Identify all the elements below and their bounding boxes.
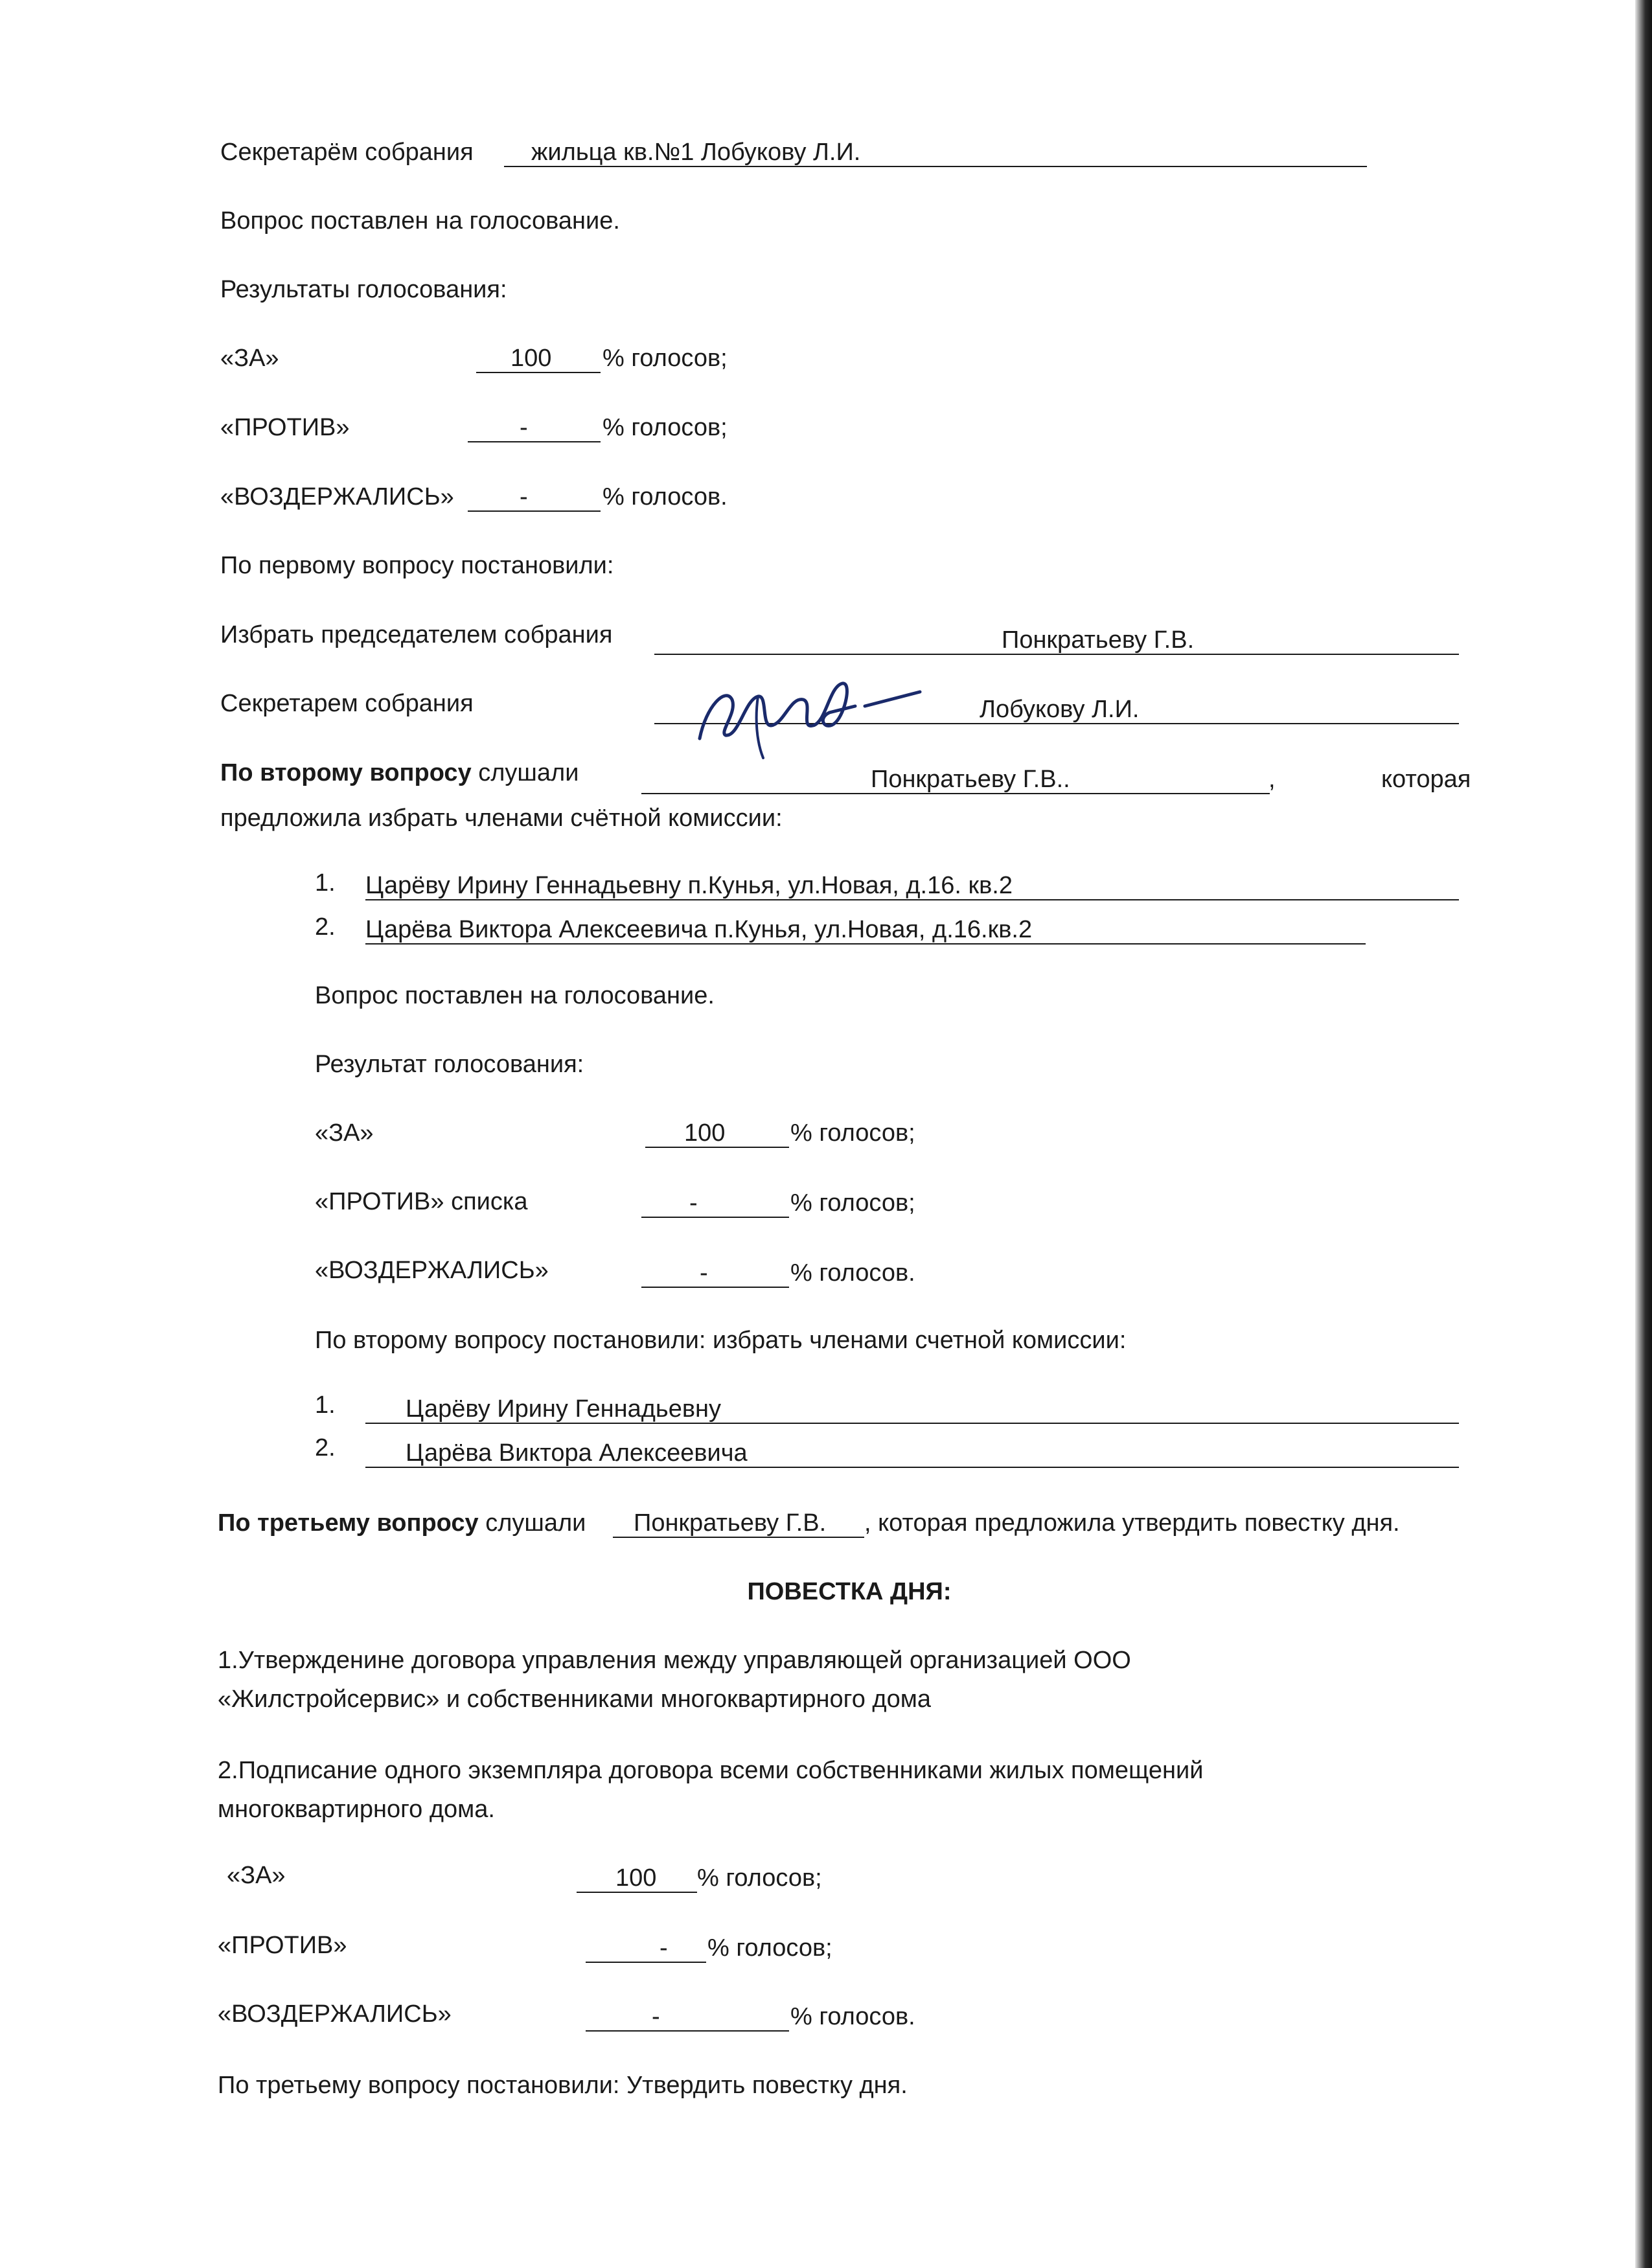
result-2-za-value: 100 <box>684 1119 726 1147</box>
result-2-za-label: «ЗА» <box>315 1119 374 1147</box>
question-2-speaker: Понкратьеву Г.В.. <box>871 766 1070 793</box>
question-3-line <box>218 1508 586 1538</box>
candidate-2-num: 2. <box>315 913 336 941</box>
result-3-vozd-blank <box>586 2002 789 2032</box>
scan-edge <box>1635 0 1652 2268</box>
vote-put-1: Вопрос поставлен на голосование. <box>220 207 620 235</box>
question-2-tail: которая <box>1381 766 1471 793</box>
result-3-vozd-suffix: % голосов. <box>790 2003 915 2030</box>
agenda-title: ПОВЕСТКА ДНЯ: <box>747 1578 952 1605</box>
result-1-za-value: 100 <box>511 345 552 372</box>
candidate-1-text: Царёву Ирину Геннадьевну п.Кунья, ул.Новая, д.16. кв.2 <box>365 872 1013 899</box>
result-2-protiv-label: «ПРОТИВ» списка <box>315 1188 528 1215</box>
result-3-protiv-suffix: % голосов; <box>707 1934 832 1962</box>
result-1-protiv-value: - <box>520 414 528 441</box>
result-2-vozd-value: - <box>700 1259 708 1287</box>
agenda-item-1-line1: 1.Утвержденине договора управления между управляющей организацией ООО <box>218 1647 1131 1674</box>
question-2-line1 <box>220 758 579 788</box>
result-2-protiv-value: - <box>689 1189 698 1217</box>
candidate-2-text: Царёва Виктора Алексеевича п.Кунья, ул.Новая, д.16.кв.2 <box>365 916 1033 943</box>
chair-label: Избрать председателем собрания <box>220 621 613 648</box>
result-1-vozd-blank <box>468 482 601 512</box>
elected-2-num: 2. <box>315 1434 336 1461</box>
result-2-protiv-suffix: % голосов; <box>790 1189 915 1217</box>
agenda-item-2-line2: многоквартирного дома. <box>218 1796 495 1823</box>
result-3-za-value: 100 <box>615 1864 657 1892</box>
question-2-comma: , <box>1268 766 1276 793</box>
agenda-item-1-line2: «Жилстройсервис» и собственниками многоквартирного дома <box>218 1686 931 1713</box>
result-3-protiv-label: «ПРОТИВ» <box>218 1932 347 1959</box>
decision-3: По третьему вопросу постановили: Утвердить повестку дня. <box>218 2072 908 2099</box>
decision-2: По второму вопросу постановили: избрать членами счетной комиссии: <box>315 1327 1127 1354</box>
chair-value: Понкратьеву Г.В. <box>1002 626 1195 654</box>
result-1-vozd-value: - <box>520 483 528 510</box>
question-3-heard: слушали <box>478 1509 586 1537</box>
result-1-protiv-label: «ПРОТИВ» <box>220 414 350 441</box>
secretary-2-label: Секретарем собрания <box>220 690 474 717</box>
question-2-line2: предложила избрать членами счётной комиссии: <box>220 805 783 832</box>
result-1-protiv-suffix: % голосов; <box>602 414 728 441</box>
result-2-protiv-blank <box>641 1188 789 1218</box>
elected-2-text: Царёва Виктора Алексеевича <box>406 1439 748 1467</box>
result-3-za-suffix: % голосов; <box>697 1864 822 1892</box>
vote-put-2: Вопрос поставлен на голосование. <box>315 982 715 1009</box>
question-3-speaker: Понкратьеву Г.В. <box>634 1509 827 1537</box>
question-3-tail: , которая предложила утвердить повестку дня. <box>864 1509 1400 1537</box>
result-1-za-label: «ЗА» <box>220 345 279 372</box>
question-2-heard: слушали <box>471 759 579 786</box>
secretary-label: Секретарём собрания <box>220 139 474 166</box>
result-3-za-label: «ЗА» <box>227 1862 286 1889</box>
results-2-heading: Результат голосования: <box>315 1051 584 1078</box>
question-2-lead: По второму вопросу <box>220 759 472 786</box>
signature <box>680 661 926 764</box>
agenda-item-2-line1: 2.Подписание одного экземпляра договора всеми собственниками жилых помещений <box>218 1757 1204 1784</box>
result-3-protiv-value: - <box>660 1934 668 1962</box>
result-2-za-suffix: % голосов; <box>790 1119 915 1147</box>
elected-1-text: Царёву Ирину Геннадьевну <box>406 1395 722 1423</box>
result-2-vozd-suffix: % голосов. <box>790 1259 915 1287</box>
result-1-vozd-suffix: % голосов. <box>602 483 728 510</box>
decision-1-heading: По первому вопросу постановили: <box>220 552 614 579</box>
secretary-2-value: Лобукову Л.И. <box>980 696 1140 723</box>
elected-1-num: 1. <box>315 1392 336 1419</box>
result-1-protiv-blank <box>468 413 601 442</box>
secretary-value: жильца кв.№1 Лобукову Л.И. <box>531 139 861 166</box>
result-3-vozd-value: - <box>652 2003 660 2030</box>
result-2-vozd-label: «ВОЗДЕРЖАЛИСЬ» <box>315 1257 549 1284</box>
results-1-heading: Результаты голосования: <box>220 276 507 303</box>
result-2-vozd-blank <box>641 1258 789 1288</box>
candidate-1-num: 1. <box>315 869 336 897</box>
result-1-vozd-label: «ВОЗДЕРЖАЛИСЬ» <box>220 483 454 510</box>
question-3-lead: По третьему вопросу <box>218 1509 479 1537</box>
result-3-vozd-label: «ВОЗДЕРЖАЛИСЬ» <box>218 2000 452 2028</box>
result-1-za-suffix: % голосов; <box>602 345 728 372</box>
result-3-protiv-blank <box>586 1933 706 1963</box>
